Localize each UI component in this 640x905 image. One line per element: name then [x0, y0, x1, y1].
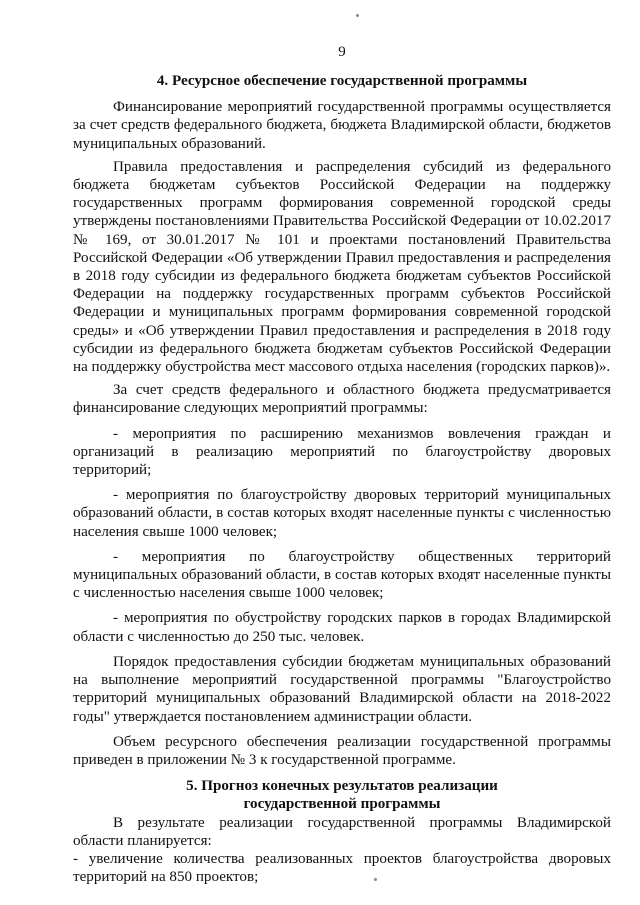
- page-number: 9: [338, 44, 346, 60]
- paragraph: Объем ресурсного обеспечения реализации государственной программы приведен в приложении № 3 к государственной программе.: [73, 733, 611, 768]
- list-item: - мероприятия по расширению механизмов вовлечения граждан и организаций в реализацию мероприятий по благоустройству дворовых территорий;: [73, 425, 611, 479]
- scan-speck: [374, 878, 377, 881]
- paragraph: Порядок предоставления субсидии бюджетам муниципальных образований на выполнение мероприятий государственной программы "Благоустройство территорий муниципальных образований Владимирской области на 2018-2022 годы" утверждается постановлением администрации области.: [73, 653, 611, 725]
- section-5-heading-line-2: государственной программы: [243, 796, 441, 813]
- paragraph: В результате реализации государственной программы Владимирской области планируется:: [73, 814, 611, 849]
- paragraph: Финансирование мероприятий государственной программы осуществляется за счет средств федерального бюджета, бюджета Владимирской области, бюджетов муниципальных образований.: [73, 99, 611, 152]
- list-item: - мероприятия по обустройству городских парков в городах Владимирской области с численностью до 250 тыс. человек.: [73, 610, 611, 645]
- scan-speck: [356, 14, 359, 17]
- list-item: - мероприятия по благоустройству общественных территорий муниципальных образований области, в состав которых входят населенные пункты с численностью населения свыше 1000 человек;: [73, 548, 611, 602]
- list-item: - мероприятия по благоустройству дворовых территорий муниципальных образований области, в состав которых входят населенные пункты с численностью населения свыше 1000 человек;: [73, 487, 611, 540]
- section-4-heading: 4. Ресурсное обеспечение государственной программы: [156, 73, 528, 89]
- section-5-heading-line-1: 5. Прогноз конечных результатов реализации: [186, 778, 498, 795]
- paragraph: За счет средств федерального и областного бюджета предусматривается финансирование следующих мероприятий программы:: [73, 382, 611, 417]
- page-content: [73, 72, 611, 891]
- list-item: - увеличение количества реализованных проектов благоустройства дворовых территорий на 850 проектов;: [73, 850, 611, 886]
- paragraph: Правила предоставления и распределения субсидий из федерального бюджета бюджетам субъектов Российской Федерации на поддержку государственных программ формирования современной городской среды утверждены постановлениями Правительства Российской Федерации от 10.02.2017 № 169, от 30.01.2017 № 101 и проектами постановлений Правительства Российской Федерации «Об утверждении Правил предоставления и распределения в 2018 году субсидии из федерального бюджета бюджетам субъектов Российской Федерации на поддержку государственных программ субъектов Российской Федерации и муниципальных программ формирования современной городской среды» и «Об утверждении Правил предоставления и распределения в 2018 году субсидии из федерального бюджета бюджетам субъектов Российской Федерации на поддержку обустройства мест массового отдыха населения (городских парков)».: [73, 158, 611, 376]
